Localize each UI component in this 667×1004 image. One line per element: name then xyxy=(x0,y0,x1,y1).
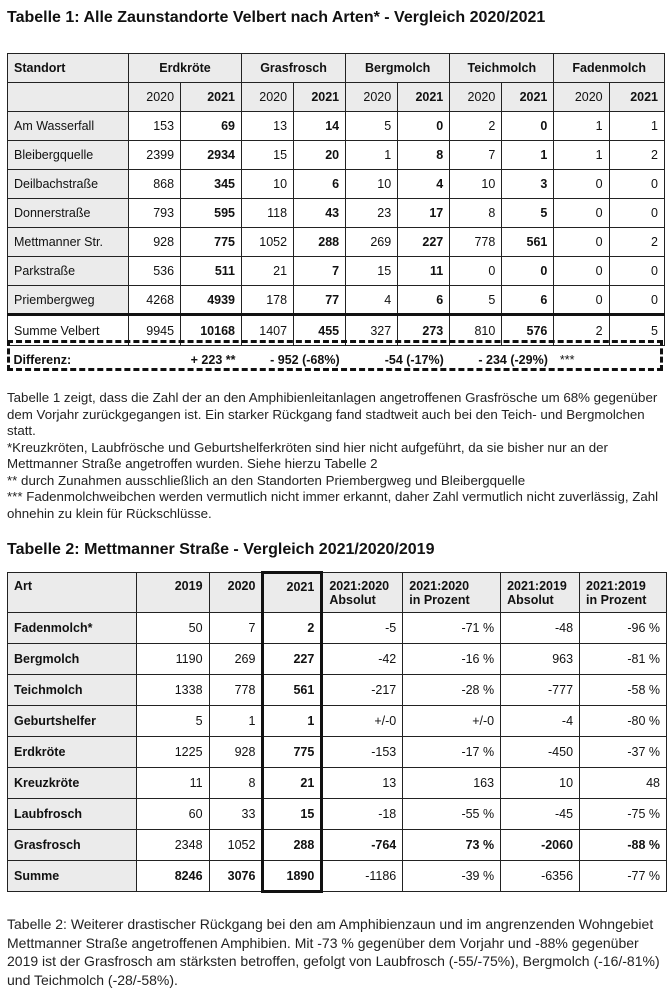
sum-cell: 273 xyxy=(398,315,450,346)
table-cell: 1052 xyxy=(209,830,263,861)
table-row xyxy=(8,644,667,675)
table-cell: 48 xyxy=(580,768,667,799)
table-cell: 1 xyxy=(263,706,322,737)
table-cell: +/-0 xyxy=(403,706,501,737)
table-cell: 775 xyxy=(263,737,322,768)
table-cell: 14 xyxy=(294,112,346,141)
row-label: Donnerstraße xyxy=(8,199,129,228)
table-cell: 178 xyxy=(242,286,294,315)
table-cell: 33 xyxy=(209,799,263,830)
table-cell: 153 xyxy=(129,112,181,141)
table-cell: 69 xyxy=(181,112,242,141)
table2-header-cell xyxy=(209,573,263,613)
table-cell: +/-0 xyxy=(322,706,403,737)
table-cell: 1 xyxy=(554,112,609,141)
table-cell: 1225 xyxy=(136,737,209,768)
table-cell: 15 xyxy=(263,799,322,830)
table-cell: 13 xyxy=(242,112,294,141)
table-cell: -2060 xyxy=(501,830,580,861)
table-cell: 928 xyxy=(129,228,181,257)
table-cell: 10 xyxy=(346,170,398,199)
row-label: Bleibergquelle xyxy=(8,141,129,170)
table-cell: 2348 xyxy=(136,830,209,861)
table-cell: -48 xyxy=(501,613,580,644)
table1-year-cell: 2020 xyxy=(129,83,181,112)
table-cell: 1 xyxy=(554,141,609,170)
table-cell: 5 xyxy=(450,286,502,315)
table-cell: -88 % xyxy=(580,830,667,861)
table-cell: -77 % xyxy=(580,861,667,892)
table1-sum-row xyxy=(8,315,665,346)
header-line-1: 2021:2020 xyxy=(409,579,470,593)
table-cell: 868 xyxy=(129,170,181,199)
table-cell: 3 xyxy=(502,170,554,199)
header-line-1: 2021:2019 xyxy=(586,579,646,593)
table-cell: 0 xyxy=(450,257,502,286)
table1-species-header: Fadenmolch xyxy=(554,54,665,83)
table1-header-standort: Standort xyxy=(8,54,129,83)
table-cell: 0 xyxy=(609,257,664,286)
table-cell: 163 xyxy=(403,768,501,799)
table-cell: 1 xyxy=(209,706,263,737)
row-label: Mettmanner Str. xyxy=(8,228,129,257)
table-cell: 1190 xyxy=(136,644,209,675)
note-line: *Kreuzkröten, Laubfrösche und Geburtshelferkröten sind hier nicht aufgeführt, da sie bisher nur an der Mettmanner Straße angetroffen wurden. Siehe hierzu Tabelle 2 xyxy=(7,439,608,471)
table-cell: 5 xyxy=(346,112,398,141)
row-label: Kreuzkröte xyxy=(8,768,137,799)
table1-year-cell: 2020 xyxy=(554,83,609,112)
sum-cell: 2 xyxy=(554,315,609,346)
paragraph-table2-notes: Tabelle 2: Weiterer drastischer Rückgang bei den am Amphibienzaun und im angrenzenden Wohngebiet Mettmanner Straße angetroffenen Amphibien. Mit -73 % gegenüber dem Vorjahr und -88% gegenüber 2019 ist der Grasfrosch am stärksten betroffen, gefolgt von Laubfrosch (-55/-75%), Bergmolch (-16/-81%) und Teichmolch (-28/-58%). xyxy=(7,916,660,988)
table-cell: 345 xyxy=(181,170,242,199)
table2-header-cell xyxy=(403,573,501,613)
table-cell: 7 xyxy=(294,257,346,286)
table-row xyxy=(8,613,667,644)
header-line-2: Absolut xyxy=(329,593,376,607)
paragraph-table1-notes xyxy=(7,390,662,522)
row-label: Am Wasserfall xyxy=(8,112,129,141)
diff-cell: - 234 (-29%) xyxy=(450,346,554,375)
table-row xyxy=(8,799,667,830)
table-cell: 50 xyxy=(136,613,209,644)
table-cell: 11 xyxy=(136,768,209,799)
table-cell: 0 xyxy=(609,170,664,199)
table-cell: 269 xyxy=(346,228,398,257)
row-label: Summe xyxy=(8,861,137,892)
table-cell: 227 xyxy=(263,644,322,675)
note-line: *** Fadenmolchweibchen werden vermutlich nicht immer erkannt, daher Zahl vermutlich nicht zuverlässig, Zahl ohnehin zu klein für Rückschlüsse. xyxy=(7,489,659,521)
table-cell: -6356 xyxy=(501,861,580,892)
table-cell: -5 xyxy=(322,613,403,644)
row-label: Bergmolch xyxy=(8,644,137,675)
table-cell: -39 % xyxy=(403,861,501,892)
header-line-1: 2020 xyxy=(227,579,256,593)
row-label: Laubfrosch xyxy=(8,799,137,830)
table-cell: 561 xyxy=(502,228,554,257)
table-cell: -1186 xyxy=(322,861,403,892)
table-cell: 0 xyxy=(502,112,554,141)
table-cell: 1 xyxy=(346,141,398,170)
table-cell: 2 xyxy=(263,613,322,644)
table-cell: 21 xyxy=(263,768,322,799)
table-cell: 20 xyxy=(294,141,346,170)
table1-species-header: Bergmolch xyxy=(346,54,450,83)
table-cell: 8 xyxy=(450,199,502,228)
sum-cell: 455 xyxy=(294,315,346,346)
table2-header-row xyxy=(8,573,667,613)
sum-cell: 1407 xyxy=(242,315,294,346)
table1-year-cell: 2020 xyxy=(346,83,398,112)
table2-header-cell xyxy=(322,573,403,613)
table-cell: 227 xyxy=(398,228,450,257)
table2-header-cell xyxy=(136,573,209,613)
table-cell: 0 xyxy=(502,257,554,286)
header-line-2: Absolut xyxy=(507,593,554,607)
table1-species-header: Teichmolch xyxy=(450,54,554,83)
table1-year-cell: 2021 xyxy=(181,83,242,112)
table-cell: 15 xyxy=(242,141,294,170)
table1-year-cell: 2021 xyxy=(609,83,664,112)
note-line: ** durch Zunahmen ausschließlich an den Standorten Priembergweg und Bleibergquelle xyxy=(7,472,526,488)
table-cell: -37 % xyxy=(580,737,667,768)
table-cell: 4939 xyxy=(181,286,242,315)
table-cell: 0 xyxy=(398,112,450,141)
header-line-1: 2021:2019 xyxy=(507,579,567,593)
sum-cell: 10168 xyxy=(181,315,242,346)
sum-cell: 5 xyxy=(609,315,664,346)
table-cell: 778 xyxy=(450,228,502,257)
table1-year-row xyxy=(8,83,665,112)
table-cell: 118 xyxy=(242,199,294,228)
table-row xyxy=(8,737,667,768)
table-cell: 1052 xyxy=(242,228,294,257)
table-cell: 4268 xyxy=(129,286,181,315)
row-label: Grasfrosch xyxy=(8,830,137,861)
sum-cell: 810 xyxy=(450,315,502,346)
table-cell: -45 xyxy=(501,799,580,830)
table-cell: -96 % xyxy=(580,613,667,644)
row-label: Deilbachstraße xyxy=(8,170,129,199)
diff-cell: *** xyxy=(554,346,665,375)
table-cell: 17 xyxy=(398,199,450,228)
table-cell: 2399 xyxy=(129,141,181,170)
table2-header-cell xyxy=(263,573,322,613)
table-cell: 0 xyxy=(554,170,609,199)
table2-header-cell xyxy=(8,573,137,613)
table-cell: 1338 xyxy=(136,675,209,706)
table-cell: 77 xyxy=(294,286,346,315)
table-cell: -153 xyxy=(322,737,403,768)
table-cell: -58 % xyxy=(580,675,667,706)
table-cell: 10 xyxy=(242,170,294,199)
table2-header-cell xyxy=(501,573,580,613)
table-cell: 963 xyxy=(501,644,580,675)
diff-cell: + 223 ** xyxy=(129,346,242,375)
table-cell: 6 xyxy=(294,170,346,199)
table-cell: 1890 xyxy=(263,861,322,892)
table-cell: 0 xyxy=(554,286,609,315)
table-cell: 595 xyxy=(181,199,242,228)
sum-cell: 327 xyxy=(346,315,398,346)
table1-year-cell: 2021 xyxy=(294,83,346,112)
table-cell: 2 xyxy=(450,112,502,141)
table-cell: 778 xyxy=(209,675,263,706)
table-cell: -16 % xyxy=(403,644,501,675)
table-row xyxy=(8,199,665,228)
table-cell: 928 xyxy=(209,737,263,768)
table-cell: 536 xyxy=(129,257,181,286)
row-label: Erdkröte xyxy=(8,737,137,768)
table-cell: 6 xyxy=(398,286,450,315)
table-cell: -450 xyxy=(501,737,580,768)
table-cell: 15 xyxy=(346,257,398,286)
header-line-1: Art xyxy=(14,579,33,593)
table-row xyxy=(8,768,667,799)
diff-cell: -54 (-17%) xyxy=(346,346,450,375)
table1 xyxy=(7,53,665,375)
table-cell: 43 xyxy=(294,199,346,228)
table-cell: 3076 xyxy=(209,861,263,892)
table-cell: 7 xyxy=(450,141,502,170)
table-cell: -55 % xyxy=(403,799,501,830)
table-cell: -81 % xyxy=(580,644,667,675)
table-row xyxy=(8,861,667,892)
header-line-2: in Prozent xyxy=(586,593,647,607)
diff-cell: - 952 (-68%) xyxy=(242,346,346,375)
table-cell: 1 xyxy=(609,112,664,141)
table-cell: 793 xyxy=(129,199,181,228)
table-cell: 7 xyxy=(209,613,263,644)
table-cell: 5 xyxy=(136,706,209,737)
table-row xyxy=(8,675,667,706)
table1-species-header: Grasfrosch xyxy=(242,54,346,83)
table-row xyxy=(8,257,665,286)
header-line-1: 2021 xyxy=(286,580,315,594)
sum-cell: 9945 xyxy=(129,315,181,346)
table-row xyxy=(8,706,667,737)
table-cell: -764 xyxy=(322,830,403,861)
table-cell: 6 xyxy=(502,286,554,315)
table-cell: 0 xyxy=(609,199,664,228)
table-cell: -75 % xyxy=(580,799,667,830)
table2-header-cell xyxy=(580,573,667,613)
table-cell: 0 xyxy=(554,257,609,286)
table-cell: 511 xyxy=(181,257,242,286)
note-line: Tabelle 1 zeigt, dass die Zahl der an den Amphibienleitanlagen angetroffenen Grasfrösche um 68% gegenüber dem Vorjahr zurückgegangen ist. Ein starker Rückgang fand stadtweit auch bei den Teich- und Bergmolchen statt. xyxy=(7,390,658,438)
table1-year-cell: 2021 xyxy=(398,83,450,112)
table-cell: -17 % xyxy=(403,737,501,768)
row-label: Teichmolch xyxy=(8,675,137,706)
table-cell: 8246 xyxy=(136,861,209,892)
row-label: Fadenmolch* xyxy=(8,613,137,644)
table-cell: 2 xyxy=(609,141,664,170)
table-cell: 4 xyxy=(346,286,398,315)
table-cell: 2934 xyxy=(181,141,242,170)
table-cell: -217 xyxy=(322,675,403,706)
table-cell: 73 % xyxy=(403,830,501,861)
table-cell: -777 xyxy=(501,675,580,706)
table-cell: 60 xyxy=(136,799,209,830)
table-cell: 775 xyxy=(181,228,242,257)
sum-cell: 576 xyxy=(502,315,554,346)
table-cell: 0 xyxy=(554,228,609,257)
table2-title: Tabelle 2: Mettmanner Straße - Vergleich 2021/2020/2019 xyxy=(7,541,435,558)
header-line-2: in Prozent xyxy=(409,593,470,607)
table1-species-header: Erdkröte xyxy=(129,54,242,83)
row-label: Priembergweg xyxy=(8,286,129,315)
table-cell: -28 % xyxy=(403,675,501,706)
table-cell: 561 xyxy=(263,675,322,706)
table-cell: -71 % xyxy=(403,613,501,644)
table-cell: 0 xyxy=(609,286,664,315)
table-row xyxy=(8,228,665,257)
header-line-1: 2021:2020 xyxy=(329,579,390,593)
table1-diff-row xyxy=(8,346,665,375)
table-cell: 1 xyxy=(502,141,554,170)
table-row xyxy=(8,286,665,315)
table-cell: 8 xyxy=(209,768,263,799)
row-label: Parkstraße xyxy=(8,257,129,286)
table-cell: -18 xyxy=(322,799,403,830)
table-cell: 288 xyxy=(263,830,322,861)
table-cell: 2 xyxy=(609,228,664,257)
table-row xyxy=(8,170,665,199)
table-cell: 8 xyxy=(398,141,450,170)
table-cell: -4 xyxy=(501,706,580,737)
table-cell: 0 xyxy=(554,199,609,228)
table-cell: 13 xyxy=(322,768,403,799)
diff-label: Differenz: xyxy=(8,346,129,375)
table-cell: -42 xyxy=(322,644,403,675)
table-cell: -80 % xyxy=(580,706,667,737)
header-line-1: 2019 xyxy=(174,579,203,593)
table-cell: 10 xyxy=(450,170,502,199)
sum-label: Summe Velbert xyxy=(8,315,129,346)
table-row xyxy=(8,830,667,861)
table1-title: Tabelle 1: Alle Zaunstandorte Velbert nach Arten* - Vergleich 2020/2021 xyxy=(7,9,546,26)
table-row xyxy=(8,141,665,170)
table2 xyxy=(7,571,667,893)
table1-year-cell: 2020 xyxy=(450,83,502,112)
table-cell: 21 xyxy=(242,257,294,286)
table1-header-row xyxy=(8,54,665,83)
table-cell: 10 xyxy=(501,768,580,799)
table-cell: 269 xyxy=(209,644,263,675)
row-label: Geburtshelfer xyxy=(8,706,137,737)
table-cell: 288 xyxy=(294,228,346,257)
table-cell: 23 xyxy=(346,199,398,228)
table1-year-cell: 2020 xyxy=(242,83,294,112)
table-cell: 4 xyxy=(398,170,450,199)
table-cell: 11 xyxy=(398,257,450,286)
table1-year-cell: 2021 xyxy=(502,83,554,112)
table1-year-blank xyxy=(8,83,129,112)
table-cell: 5 xyxy=(502,199,554,228)
table-row xyxy=(8,112,665,141)
